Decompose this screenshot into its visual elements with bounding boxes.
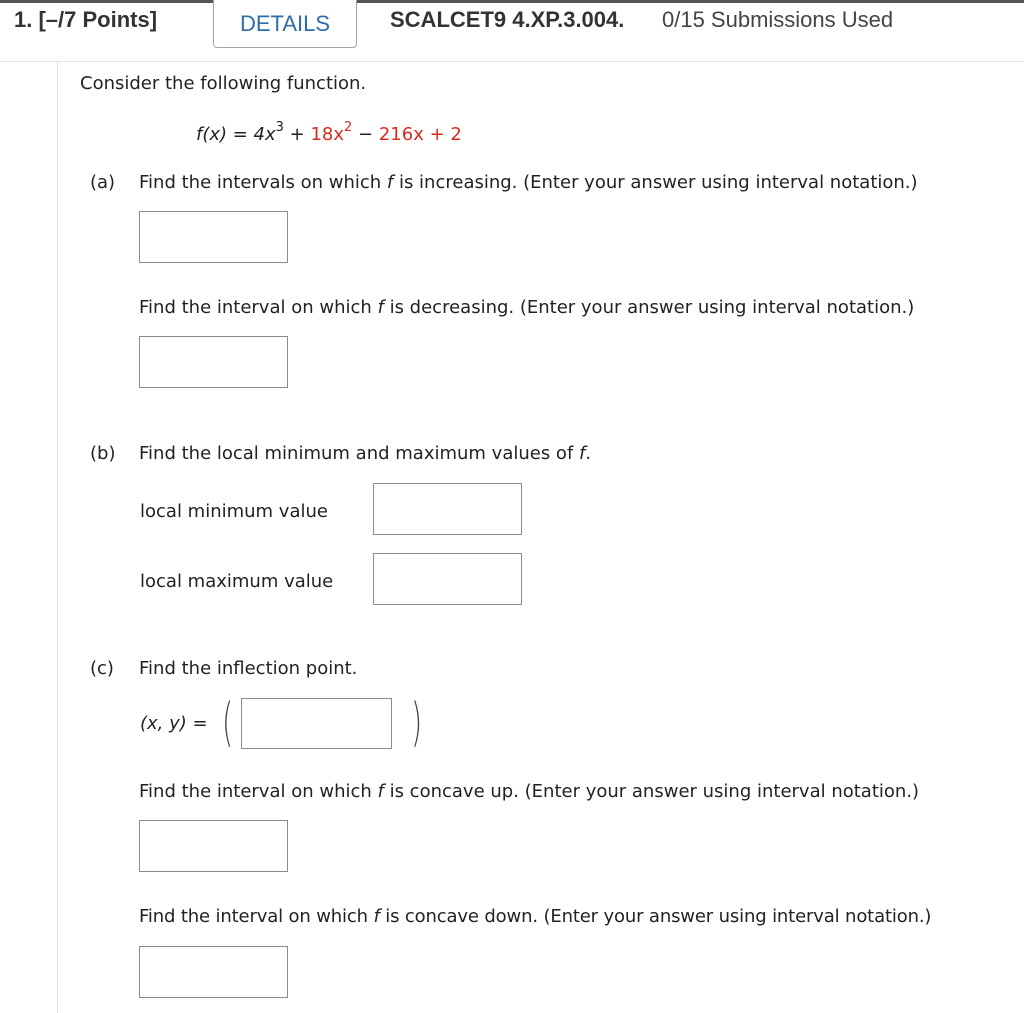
exponent-3: 3	[275, 120, 284, 135]
increasing-interval-input[interactable]	[139, 211, 288, 263]
part-a-increasing-question	[139, 172, 918, 194]
points-label: [–/7 Points]	[38, 7, 158, 32]
decreasing-question-text: Find the interval on which	[139, 297, 378, 318]
concave-down-question-text: Find the interval on which	[139, 906, 374, 927]
exponent-2: 2	[344, 120, 353, 135]
f-symbol: f	[377, 297, 384, 318]
f-symbol: f	[377, 781, 384, 802]
concave-up-interval-input[interactable]	[139, 820, 288, 872]
assignment-id: SCALCET9 4.XP.3.004.	[390, 7, 625, 32]
local-maximum-label: local maximum value	[140, 571, 334, 592]
part-c-question: Find the inflection point.	[139, 658, 358, 679]
function-lhs: f(x) = 4x	[196, 124, 276, 145]
submissions-used: 0/15 Submissions Used	[662, 7, 894, 32]
concave-down-interval-input[interactable]	[139, 946, 288, 998]
part-b-question	[139, 443, 591, 465]
left-margin-divider	[57, 62, 58, 1013]
minus-sign: −	[352, 124, 379, 145]
f-symbol: f	[373, 906, 380, 927]
local-minimum-input[interactable]	[373, 483, 522, 535]
problem-intro: Consider the following function.	[80, 73, 367, 94]
f-symbol: f	[386, 172, 394, 193]
concave-up-question	[139, 781, 919, 803]
question-header	[0, 3, 1024, 45]
term-216x-plus-2: 216x + 2	[378, 124, 462, 145]
term-18x: 18x	[310, 124, 345, 145]
local-extrema-question-tail: .	[585, 443, 592, 464]
concave-up-question-tail: is concave up. (Enter your answer using interval notation.)	[383, 781, 920, 802]
xy-equals: (x, y) =	[140, 713, 208, 734]
open-parenthesis: (	[222, 693, 234, 753]
part-a-decreasing-question	[139, 297, 914, 319]
question-number: 1.	[14, 7, 33, 32]
header-divider	[0, 61, 1024, 62]
concave-down-question-tail: is concave down. (Enter your answer using interval notation.)	[379, 906, 932, 927]
decreasing-interval-input[interactable]	[139, 336, 288, 388]
part-c-label: (c)	[90, 658, 114, 679]
details-tab-label: DETAILS	[239, 10, 331, 36]
question-points-label	[14, 7, 157, 33]
part-a-label: (a)	[90, 172, 116, 193]
increasing-question-tail: is increasing. (Enter your answer using interval notation.)	[393, 172, 918, 193]
local-extrema-question-text: Find the local minimum and maximum values of	[139, 443, 580, 464]
increasing-question-text: Find the intervals on which	[139, 172, 387, 193]
concave-down-question	[139, 906, 931, 928]
decreasing-question-tail: is decreasing. (Enter your answer using interval notation.)	[383, 297, 915, 318]
function-expression	[196, 120, 462, 146]
part-b-label: (b)	[90, 443, 116, 464]
f-symbol: f	[579, 443, 586, 464]
plus-sign: +	[283, 124, 311, 145]
local-maximum-input[interactable]	[373, 553, 522, 605]
concave-up-question-text: Find the interval on which	[139, 781, 378, 802]
inflection-point-label	[140, 713, 208, 735]
close-parenthesis: )	[411, 693, 423, 753]
local-minimum-label: local minimum value	[140, 501, 328, 522]
details-tab[interactable]	[213, 0, 357, 48]
inflection-point-input[interactable]	[241, 698, 392, 749]
